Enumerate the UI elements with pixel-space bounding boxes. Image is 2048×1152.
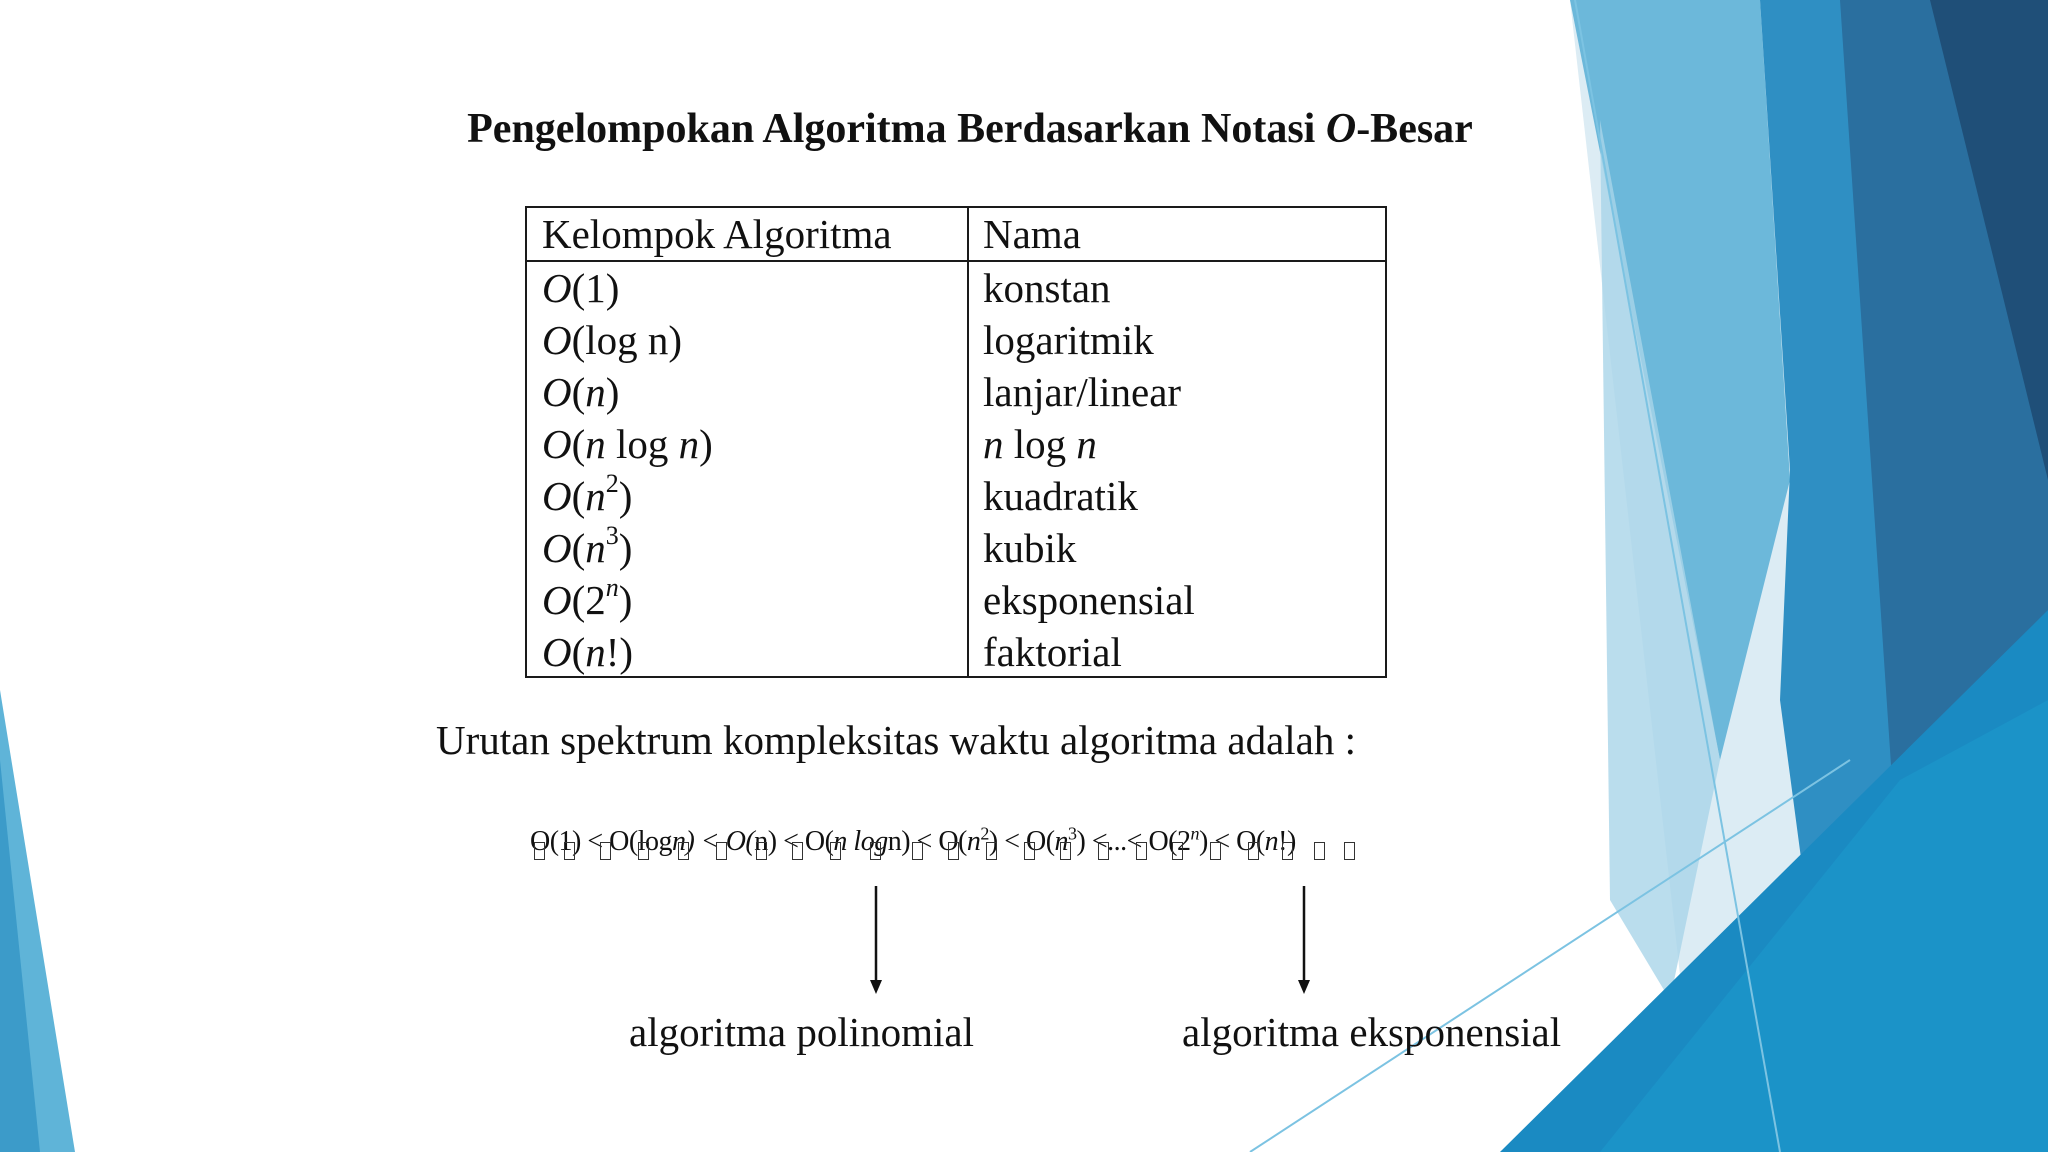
table-row-complexity: O(n): [542, 369, 620, 415]
formula-missing-glyph-boxes: [530, 842, 1370, 872]
table-header-divider: [527, 260, 1385, 262]
table-row-complexity: O(n!): [542, 629, 634, 675]
table-column-divider: [967, 208, 969, 676]
exponential-label: algoritma eksponensial: [1182, 1009, 1562, 1055]
arrow-down-polynomial-icon: [866, 886, 886, 996]
table-row-name: kubik: [983, 525, 1077, 571]
table-header-group: Kelompok Algoritma: [542, 211, 892, 257]
table-row-name: kuadratik: [983, 473, 1138, 519]
table-header-name: Nama: [983, 211, 1081, 257]
arrow-down-exponential-icon: [1294, 886, 1314, 996]
table-row-complexity: O(log n): [542, 317, 683, 363]
table-row-complexity: $O(n^3)$: [542, 521, 633, 571]
title-suffix: -Besar: [1356, 106, 1473, 152]
complexity-table: [525, 206, 1387, 678]
title-text: Pengelompokan Algoritma Berdasarkan Notasi: [467, 106, 1326, 152]
slide-title: [0, 101, 1940, 157]
table-row-name: faktorial: [983, 629, 1122, 675]
title-italic-o: O: [1325, 106, 1357, 152]
table-row-name: n log n: [983, 421, 1097, 467]
table-row-name: lanjar/linear: [983, 369, 1182, 415]
spectrum-heading: Urutan spektrum kompleksitas waktu algoritma adalah :: [436, 717, 1356, 763]
spectrum-formula: O(1) < O(logn) < O(n) < O(n $\log n) < O(n^2) < O(n^3)$ <...< $O(2^n) < O(n!)$: [530, 823, 1296, 857]
table-row-name: eksponensial: [983, 577, 1195, 623]
table-row-name: konstan: [983, 265, 1111, 311]
table-row-complexity: $O(n^2)$: [542, 469, 633, 519]
table-row-name: logaritmik: [983, 317, 1154, 363]
table-row-complexity: O(1): [542, 265, 620, 311]
table-row-complexity: O(2$^n$): [542, 573, 633, 623]
table-row-complexity: O(n log n): [542, 421, 713, 467]
polynomial-label: algoritma polinomial: [629, 1009, 975, 1055]
